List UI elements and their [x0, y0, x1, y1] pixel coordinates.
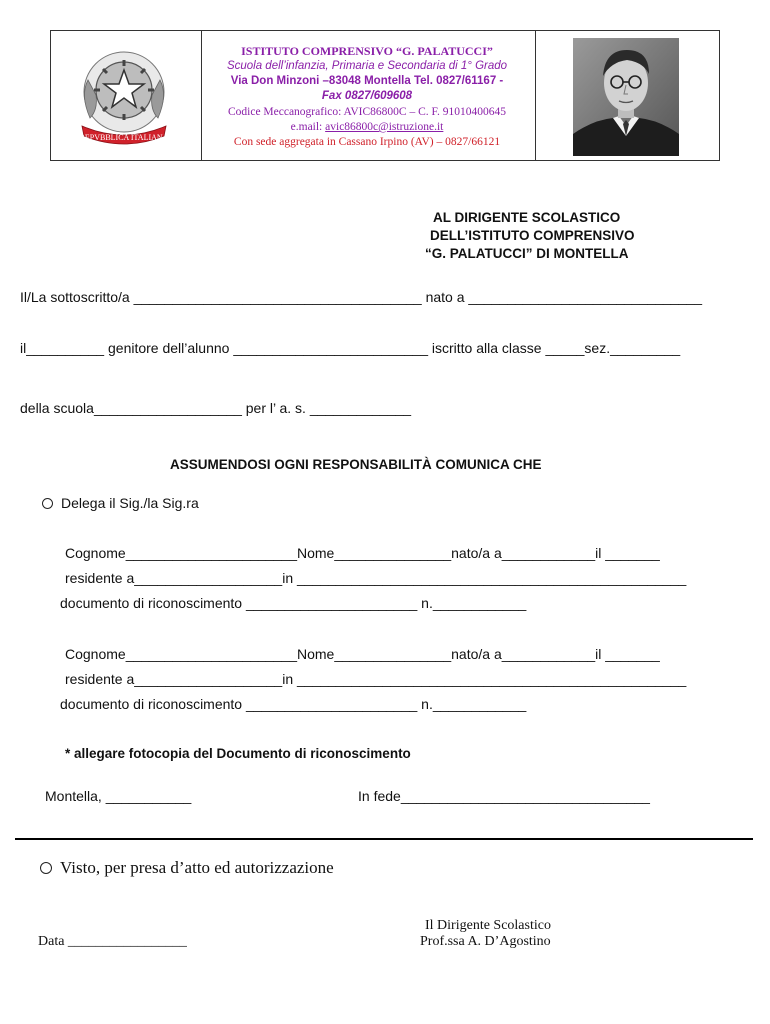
delegate-1-row-3[interactable]: documento di riconoscimento ______________________ n.____________	[60, 595, 527, 611]
section-heading: ASSUMENDOSI OGNI RESPONSABILITÀ COMUNICA CHE	[170, 457, 542, 472]
form-line-1	[20, 289, 702, 305]
delegate-1-row-1[interactable]: Cognome______________________Nome_______________nato/a a____________il _______	[65, 545, 660, 561]
addressee-line-2: DELL’ISTITUTO COMPRENSIVO	[430, 228, 635, 243]
place-date-field[interactable]: Montella, ___________	[45, 788, 192, 804]
address-text: Via Don Minzoni –83048 Montella Tel. 0827/61167 -	[230, 75, 504, 87]
email-line	[201, 121, 533, 133]
delegate-2-row-2[interactable]: residente a___________________in __________________________________________________	[65, 671, 687, 687]
codes-line: Codice Meccanografico: AVIC86800C – C. F. 91010400645	[227, 106, 507, 118]
dirigente-title: Il Dirigente Scolastico	[425, 918, 551, 933]
visto-radio[interactable]	[40, 862, 52, 874]
form-line-3	[20, 400, 411, 416]
approval-date-field[interactable]: Data _________________	[38, 934, 187, 949]
nato-a-field[interactable]: ______________________________	[468, 289, 703, 305]
palatucci-portrait-photo	[573, 38, 679, 156]
address-line	[201, 75, 533, 87]
il-label: il	[20, 340, 27, 356]
birth-date-field[interactable]: __________	[26, 340, 105, 356]
section-divider	[15, 838, 753, 840]
delega-radio[interactable]	[42, 498, 53, 509]
alunno-field[interactable]: _________________________	[233, 340, 428, 356]
classe-label: iscritto alla classe	[431, 340, 542, 356]
sottoscritto-field[interactable]: _____________________________________	[133, 289, 422, 305]
school-levels: Scuola dell’infanzia, Primaria e Secondaria di 1° Grado	[226, 60, 508, 72]
sez-label: sez.	[584, 340, 611, 356]
delegate-2-row-1[interactable]: Cognome______________________Nome_______________nato/a a____________il _______	[65, 646, 660, 662]
anno-label: per l’ a. s.	[245, 400, 306, 416]
scuola-field[interactable]: ___________________	[93, 400, 242, 416]
email-label: e.mail:	[290, 121, 326, 133]
nato-a-label: nato a	[425, 289, 465, 305]
visto-option[interactable]	[40, 858, 334, 878]
classe-field[interactable]: _____	[545, 340, 585, 356]
republic-emblem-icon	[68, 40, 180, 152]
emblem-ribbon-text: REPVBBLICA ITALIANA	[79, 133, 169, 142]
fax-line: Fax 0827/609608	[321, 90, 413, 102]
delega-option[interactable]	[42, 495, 199, 511]
institute-name: ISTITUTO COMPRENSIVO “G. PALATUCCI”	[241, 44, 493, 58]
addressee-line-1: AL DIRIGENTE SCOLASTICO	[433, 210, 621, 225]
delegate-1-row-2[interactable]: residente a___________________in __________________________________________________	[65, 570, 687, 586]
sez-field[interactable]: _________	[610, 340, 681, 356]
attachment-note: * allegare fotocopia del Documento di riconoscimento	[65, 746, 411, 761]
sottoscritto-label: Il/La sottoscritto/a	[20, 289, 130, 305]
visto-label: Visto, per presa d’atto ed autorizzazione	[60, 858, 334, 877]
genitore-label: genitore dell’alunno	[108, 340, 230, 356]
dirigente-name: Prof.ssa A. D’Agostino	[420, 934, 551, 949]
email-link[interactable]: avic86800c@istruzione.it	[325, 121, 444, 133]
delega-label: Delega il Sig./la Sig.ra	[61, 495, 199, 511]
addressee-line-3: “G. PALATUCCI” DI MONTELLA	[425, 246, 629, 261]
form-line-2	[20, 340, 680, 356]
branch-line: Con sede aggregata in Cassano Irpino (AV) – 0827/66121	[233, 136, 501, 148]
in-fede-field[interactable]: In fede________________________________	[358, 788, 650, 804]
anno-field[interactable]: _____________	[309, 400, 412, 416]
scuola-label: della scuola	[20, 400, 94, 416]
delegate-2-row-3[interactable]: documento di riconoscimento ______________________ n.____________	[60, 696, 527, 712]
